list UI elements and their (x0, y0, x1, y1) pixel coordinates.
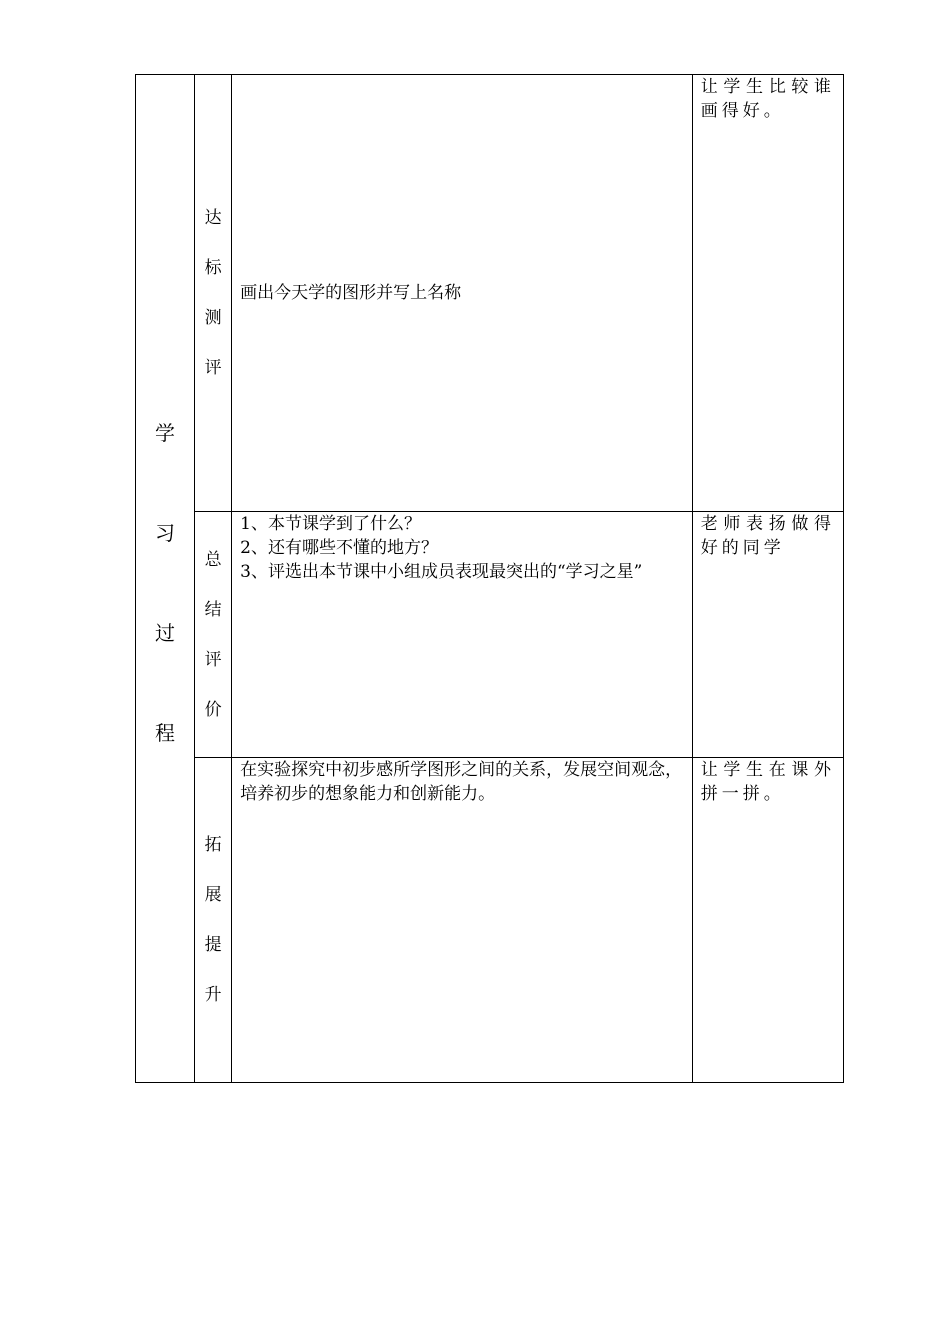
lesson-process-table (135, 74, 844, 1083)
note-cell: 让学生比较谁画得好。 (692, 75, 843, 512)
content-line: 3、评选出本节课中小组成员表现最突出的“学习之星” (240, 562, 643, 582)
process-label: 学 习 过 程 (155, 420, 176, 745)
stage-label: 总 结 评 价 (204, 549, 222, 720)
stage-label: 拓 展 提 升 (204, 835, 222, 1005)
note-cell: 老师表扬做得好的同学 (692, 512, 843, 758)
stage-cell (195, 75, 232, 512)
table-row (136, 758, 844, 1083)
content-cell (232, 75, 693, 512)
stage-cell (195, 758, 232, 1083)
table-row (136, 75, 844, 512)
content-line: 画出今天学的图形并写上名称 (240, 283, 462, 303)
content-cell (232, 512, 693, 758)
content-line: 1、本节课学到了什么？ (240, 514, 421, 534)
content-line: 在实验探究中初步感所学图形之间的关系，发展空间观念，培养初步的想象能力和创新能力。 (240, 760, 683, 804)
content-line: 2、还有哪些不懂的地方？ (240, 538, 438, 558)
note-cell: 让学生在课外拼一拼。 (692, 758, 843, 1083)
stage-label: 达 标 测 评 (204, 208, 222, 378)
table-row (136, 512, 844, 758)
process-cell (136, 75, 195, 1083)
stage-cell (195, 512, 232, 758)
content-cell (232, 758, 693, 1083)
